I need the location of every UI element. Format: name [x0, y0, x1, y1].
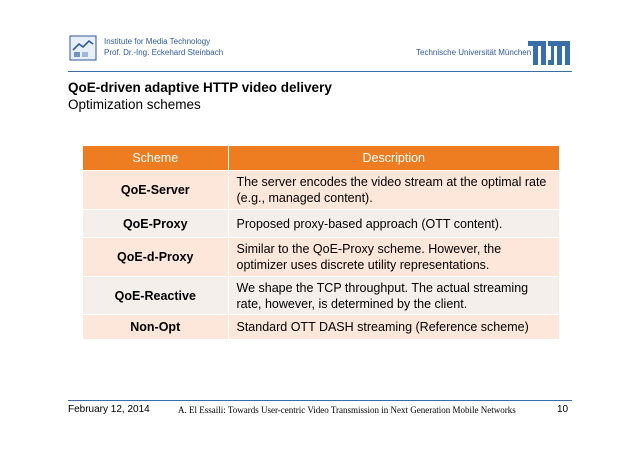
slide-title: QoE-driven adaptive HTTP video delivery — [68, 80, 332, 95]
institute-logo-icon — [69, 35, 97, 61]
table-row — [83, 238, 559, 277]
schemes-table — [83, 146, 559, 339]
university-name: Technische Universität München — [416, 48, 532, 57]
institute-header — [104, 36, 223, 58]
header-divider — [68, 71, 572, 72]
page-number: 10 — [557, 404, 569, 415]
professor-name: Prof. Dr.-Ing. Eckehard Steinbach — [104, 48, 224, 57]
scheme-cell: QoE-Server — [83, 171, 228, 210]
footer-date: February 12, 2014 — [68, 404, 150, 415]
description-cell: Proposed proxy-based approach (OTT content). — [228, 210, 559, 238]
institute-name: Institute for Media Technology — [104, 37, 211, 46]
description-cell: We shape the TCP throughput. The actual streaming rate, however, is determined by the client. — [228, 277, 559, 315]
scheme-cell: Non-Opt — [83, 315, 228, 339]
scheme-cell: QoE-Proxy — [83, 210, 228, 238]
scheme-cell: QoE-Reactive — [83, 277, 228, 315]
slide-subtitle: Optimization schemes — [68, 97, 201, 112]
description-cell: The server encodes the video stream at the optimal rate (e.g., managed content). — [228, 171, 559, 210]
footer-divider — [68, 400, 572, 401]
tum-logo-icon — [527, 40, 571, 66]
column-header-scheme: Scheme — [83, 146, 228, 171]
table-header-row — [83, 146, 559, 171]
table-row — [83, 277, 559, 315]
column-header-description: Description — [228, 146, 559, 171]
description-cell: Similar to the QoE-Proxy scheme. However, the optimizer uses discrete utility representations. — [228, 238, 559, 277]
footer-reference: A. El Essaili: Towards User-centric Video Transmission in Next Generation Mobile Networks — [178, 405, 516, 415]
table-row — [83, 210, 559, 238]
table-row — [83, 171, 559, 210]
scheme-cell: QoE-d-Proxy — [83, 238, 228, 277]
table-row — [83, 315, 559, 339]
description-cell: Standard OTT DASH streaming (Reference scheme) — [228, 315, 559, 339]
